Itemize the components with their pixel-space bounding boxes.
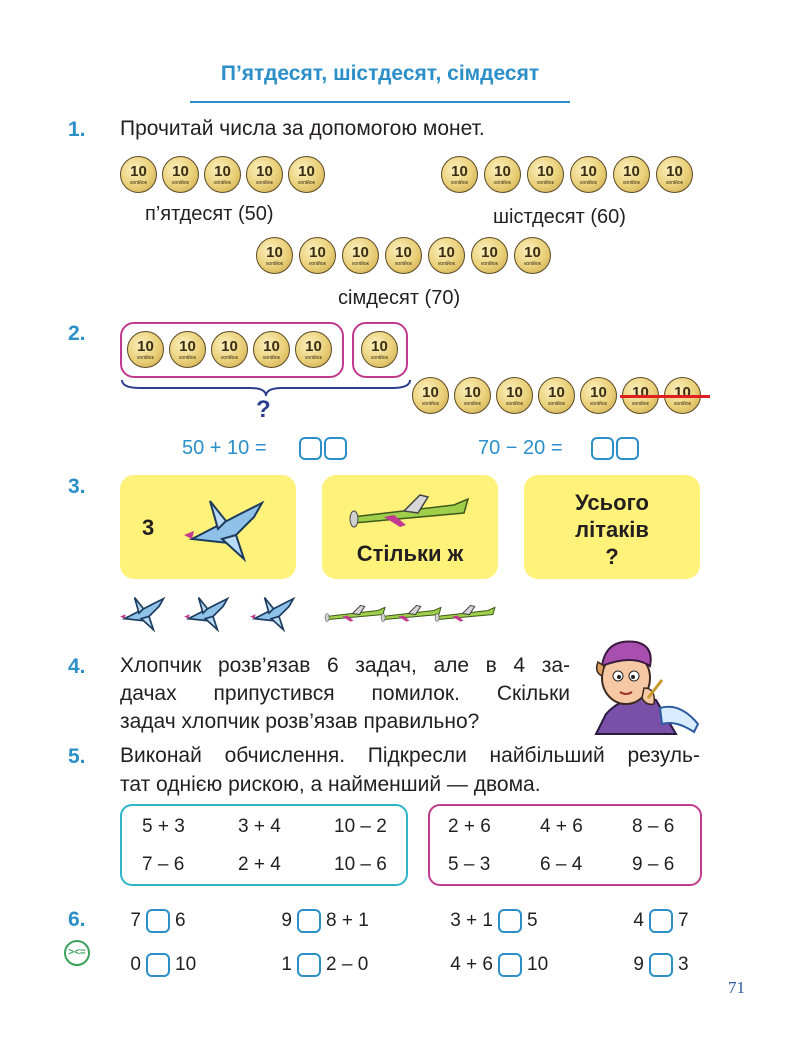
card-total-line2: літаків bbox=[575, 517, 649, 542]
compare-right-operand: 7 bbox=[678, 910, 689, 931]
label-sixty: шістдесят (60) bbox=[493, 206, 626, 228]
coin-value: 10 bbox=[298, 163, 315, 180]
label-seventy: сімдесят (70) bbox=[338, 287, 461, 309]
answer-box-1-ones[interactable] bbox=[324, 437, 347, 460]
card-jets bbox=[120, 475, 296, 579]
task6-number: 6. bbox=[68, 908, 86, 931]
coin-caption: копійок bbox=[266, 261, 283, 267]
coin-value: 10 bbox=[395, 244, 412, 261]
coin-value: 10 bbox=[632, 384, 649, 401]
coin-caption: копійок bbox=[632, 401, 649, 407]
coin-icon bbox=[256, 237, 293, 274]
compare-right-operand: 6 bbox=[175, 910, 186, 931]
coin-icon bbox=[288, 156, 325, 193]
coin-icon bbox=[412, 377, 449, 414]
compare-sign-box[interactable] bbox=[649, 953, 673, 977]
expression: 5 + 3 bbox=[142, 816, 185, 837]
coin-caption: копійок bbox=[548, 401, 565, 407]
coin-caption: копійок bbox=[537, 180, 554, 186]
coin-value: 10 bbox=[172, 163, 189, 180]
task5-number: 5. bbox=[68, 745, 86, 768]
small-propeller-plane-icon bbox=[432, 600, 498, 626]
coin-caption: копійок bbox=[590, 401, 607, 407]
card-jets-count: 3 bbox=[142, 515, 155, 540]
coin-value: 10 bbox=[580, 163, 597, 180]
coin-value: 10 bbox=[451, 163, 468, 180]
coin-caption: копійок bbox=[580, 180, 597, 186]
compare-left-operand: 9 bbox=[281, 910, 292, 931]
task4-number: 4. bbox=[68, 655, 86, 678]
coin-value: 10 bbox=[438, 244, 455, 261]
coin-value: 10 bbox=[214, 163, 231, 180]
coin-icon bbox=[385, 237, 422, 274]
boy-thinking-illustration bbox=[576, 632, 700, 736]
coin-caption: копійок bbox=[179, 355, 196, 361]
coin-icon bbox=[295, 331, 332, 368]
expression: 2 + 4 bbox=[238, 854, 281, 875]
coin-icon bbox=[580, 377, 617, 414]
compare-sign-box[interactable] bbox=[146, 953, 170, 977]
coin-value: 10 bbox=[464, 384, 481, 401]
coin-caption: копійок bbox=[438, 261, 455, 267]
coin-caption: копійок bbox=[130, 180, 147, 186]
coin-value: 10 bbox=[674, 384, 691, 401]
coin-icon bbox=[441, 156, 478, 193]
expression: 8 – 6 bbox=[632, 816, 675, 837]
coin-caption: копійок bbox=[623, 180, 640, 186]
propeller-plane-icon bbox=[344, 487, 474, 533]
task5-line2: тат однією рискою, а найменший — двома. bbox=[120, 773, 541, 796]
compare-left-operand: 4 + 6 bbox=[450, 954, 493, 975]
coin-icon bbox=[527, 156, 564, 193]
coin-icon bbox=[120, 156, 157, 193]
coin-value: 10 bbox=[537, 163, 554, 180]
coin-value: 10 bbox=[221, 338, 238, 355]
expression: 6 – 4 bbox=[540, 854, 583, 875]
task4-line1: Хлопчик розв’язав 6 задач, але в 4 за- bbox=[120, 654, 570, 677]
coin-icon bbox=[246, 156, 283, 193]
compare-left-operand: 4 bbox=[633, 910, 644, 931]
coin-caption: копійок bbox=[221, 355, 238, 361]
coin-caption: копійок bbox=[494, 180, 511, 186]
coin-value: 10 bbox=[666, 163, 683, 180]
jet-icon bbox=[182, 491, 272, 563]
small-jet-icon bbox=[182, 592, 234, 632]
coin-caption: копійок bbox=[422, 401, 439, 407]
compare-right-operand: 10 bbox=[175, 954, 197, 975]
coin-caption: копійок bbox=[309, 261, 326, 267]
coin-icon bbox=[428, 237, 465, 274]
strike-line bbox=[620, 395, 710, 398]
coin-caption: копійок bbox=[674, 401, 691, 407]
coin-caption: копійок bbox=[256, 180, 273, 186]
coin-value: 10 bbox=[371, 338, 388, 355]
coin-icon bbox=[538, 377, 575, 414]
coin-caption: копійок bbox=[137, 355, 154, 361]
coin-caption: копійок bbox=[524, 261, 541, 267]
equation-2: 70 − 20 = bbox=[478, 437, 563, 459]
coin-icon bbox=[496, 377, 533, 414]
equation-1: 50 + 10 = bbox=[182, 437, 267, 459]
expression: 2 + 6 bbox=[448, 816, 491, 837]
coin-value: 10 bbox=[266, 244, 283, 261]
page-number: 71 bbox=[728, 978, 745, 997]
coin-caption: копійок bbox=[172, 180, 189, 186]
coin-value: 10 bbox=[422, 384, 439, 401]
compare-sign-box[interactable] bbox=[498, 909, 522, 933]
expression: 9 – 6 bbox=[632, 854, 675, 875]
card-total-text bbox=[524, 489, 700, 570]
coin-value: 10 bbox=[481, 244, 498, 261]
compare-sign-box[interactable] bbox=[649, 909, 673, 933]
coin-icon bbox=[361, 331, 398, 368]
coin-icon bbox=[127, 331, 164, 368]
coin-value: 10 bbox=[590, 384, 607, 401]
compare-right-operand: 2 – 0 bbox=[326, 954, 369, 975]
coin-icon bbox=[656, 156, 693, 193]
coin-value: 10 bbox=[130, 163, 147, 180]
compare-right-operand: 5 bbox=[527, 910, 538, 931]
coin-value: 10 bbox=[506, 384, 523, 401]
coin-value: 10 bbox=[309, 244, 326, 261]
compare-left-operand: 9 bbox=[633, 954, 644, 975]
coin-caption: копійок bbox=[371, 355, 388, 361]
title-underline bbox=[190, 101, 570, 103]
task4-line3: задач хлопчик розв’язав правильно? bbox=[120, 710, 480, 733]
task1-number: 1. bbox=[68, 118, 86, 141]
answer-box-2-tens[interactable] bbox=[591, 437, 614, 460]
coin-icon bbox=[299, 237, 336, 274]
coin-caption: копійок bbox=[395, 261, 412, 267]
card-propeller-planes bbox=[322, 475, 498, 579]
compare-left-operand: 1 bbox=[281, 954, 292, 975]
answer-box-1-tens[interactable] bbox=[299, 437, 322, 460]
coin-icon bbox=[342, 237, 379, 274]
coin-icon bbox=[484, 156, 521, 193]
card-total-line1: Усього bbox=[575, 490, 649, 515]
page-title: П’ятдесят, шістдесят, сімдесят bbox=[220, 62, 540, 85]
compare-left-operand: 0 bbox=[130, 954, 141, 975]
compare-sign-box[interactable] bbox=[297, 909, 321, 933]
coin-value: 10 bbox=[179, 338, 196, 355]
compare-sign-box[interactable] bbox=[146, 909, 170, 933]
task3-number: 3. bbox=[68, 475, 86, 498]
expression: 3 + 4 bbox=[238, 816, 281, 837]
coin-caption: копійок bbox=[506, 401, 523, 407]
coin-value: 10 bbox=[548, 384, 565, 401]
task5-line1: Виконай обчислення. Підкресли найбільший резуль- bbox=[120, 744, 700, 767]
task1-text: Прочитай числа за допомогою монет. bbox=[120, 117, 485, 140]
compare-sign-box[interactable] bbox=[297, 953, 321, 977]
coin-caption: копійок bbox=[666, 180, 683, 186]
card-total bbox=[524, 475, 700, 579]
coin-caption: копійок bbox=[298, 180, 315, 186]
coin-value: 10 bbox=[623, 163, 640, 180]
compare-signs-badge: ><= bbox=[64, 940, 90, 966]
coin-icon bbox=[211, 331, 248, 368]
coin-value: 10 bbox=[524, 244, 541, 261]
card-same-label: Стільки ж bbox=[356, 541, 464, 566]
coin-icon bbox=[204, 156, 241, 193]
expression: 10 – 2 bbox=[334, 816, 387, 837]
coin-value: 10 bbox=[494, 163, 511, 180]
coin-caption: копійок bbox=[464, 401, 481, 407]
expression: 10 – 6 bbox=[334, 854, 387, 875]
coin-icon bbox=[454, 377, 491, 414]
answer-box-2-ones[interactable] bbox=[616, 437, 639, 460]
task4-line2: дачах припустився помилок. Скільки bbox=[120, 682, 570, 705]
coin-icon bbox=[162, 156, 199, 193]
coin-icon bbox=[514, 237, 551, 274]
small-jet-icon bbox=[248, 592, 300, 632]
expression: 7 – 6 bbox=[142, 854, 185, 875]
expression: 5 – 3 bbox=[448, 854, 491, 875]
coin-caption: копійок bbox=[481, 261, 498, 267]
compare-sign-box[interactable] bbox=[498, 953, 522, 977]
coin-caption: копійок bbox=[263, 355, 280, 361]
coin-value: 10 bbox=[263, 338, 280, 355]
card-total-line3: ? bbox=[605, 544, 619, 569]
coin-icon bbox=[471, 237, 508, 274]
compare-right-operand: 3 bbox=[678, 954, 689, 975]
curly-brace bbox=[120, 378, 412, 398]
coin-caption: копійок bbox=[214, 180, 231, 186]
compare-right-operand: 10 bbox=[527, 954, 549, 975]
coin-value: 10 bbox=[137, 338, 154, 355]
coin-icon bbox=[169, 331, 206, 368]
coin-caption: копійок bbox=[305, 355, 322, 361]
coin-value: 10 bbox=[256, 163, 273, 180]
coin-caption: копійок bbox=[451, 180, 468, 186]
coin-icon bbox=[570, 156, 607, 193]
coin-icon bbox=[253, 331, 290, 368]
compare-left-operand: 3 + 1 bbox=[450, 910, 493, 931]
label-fifty: п’ятдесят (50) bbox=[145, 203, 274, 225]
compare-left-operand: 7 bbox=[130, 910, 141, 931]
coin-icon bbox=[613, 156, 650, 193]
coin-value: 10 bbox=[352, 244, 369, 261]
small-jet-icon bbox=[118, 592, 170, 632]
coin-caption: копійок bbox=[352, 261, 369, 267]
task2-number: 2. bbox=[68, 322, 86, 345]
coin-value: 10 bbox=[305, 338, 322, 355]
question-mark: ? bbox=[256, 396, 271, 423]
expression: 4 + 6 bbox=[540, 816, 583, 837]
compare-right-operand: 8 + 1 bbox=[326, 910, 369, 931]
